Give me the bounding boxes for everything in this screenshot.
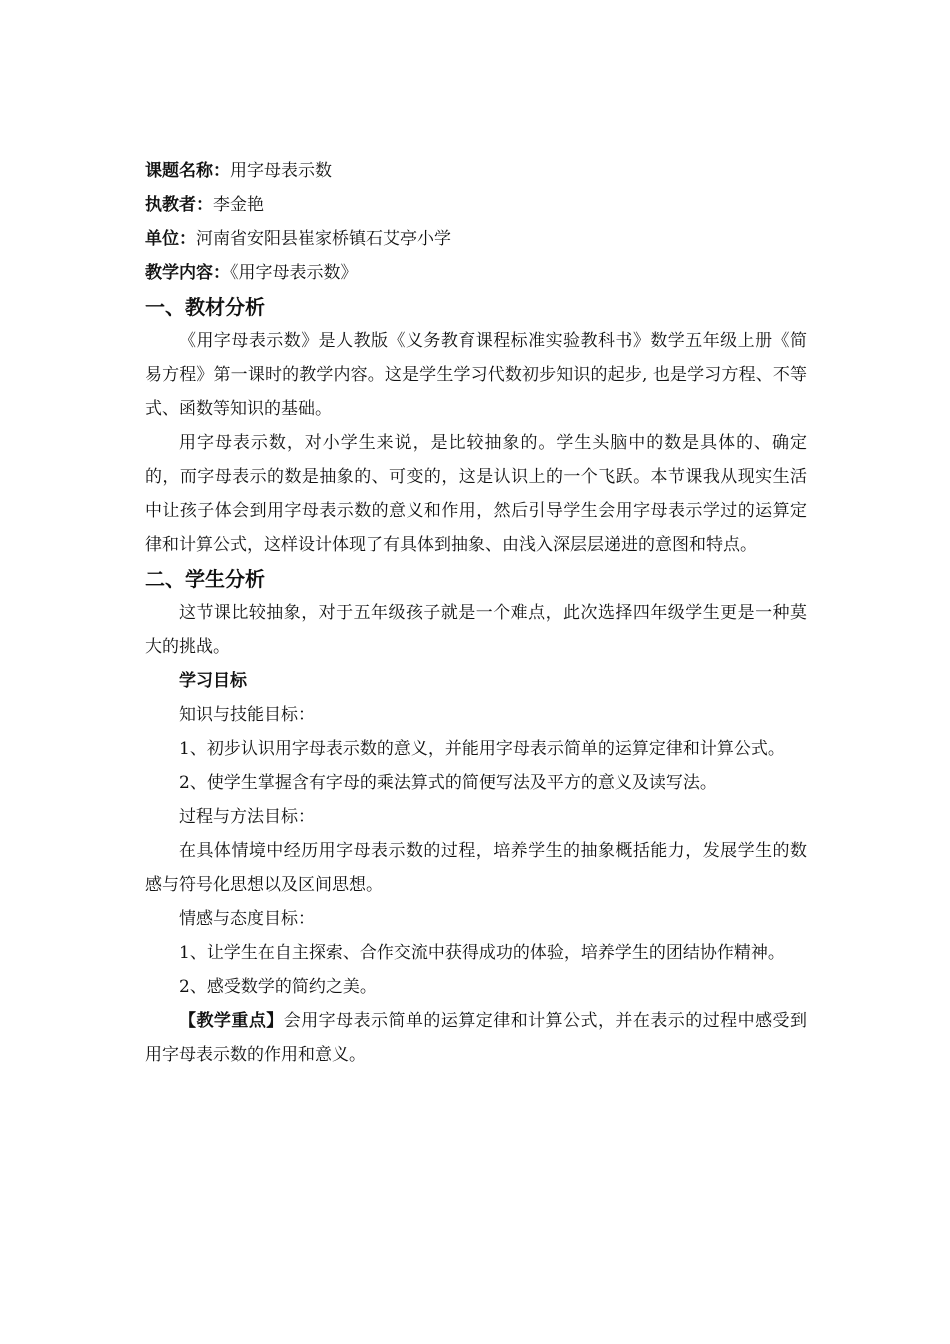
emotion-goal-2: 2、感受数学的简约之美。 <box>179 977 377 997</box>
knowledge-goal-2: 2、使学生掌握含有字母的乘法算式的简便写法及平方的意义及读写法。 <box>179 773 717 793</box>
learning-goals-heading: 学习目标 <box>179 671 247 691</box>
teacher-row <box>145 188 807 222</box>
emotion-goal-1: 1、让学生在自主探索、合作交流中获得成功的体验，培养学生的团结协作精神。 <box>179 943 785 963</box>
section-heading-textbook-analysis: 一、教材分析 <box>145 295 265 319</box>
emotion-goals-label: 情感与态度目标： <box>179 909 315 929</box>
content-label: 教学内容： <box>145 263 230 283</box>
unit-label: 单位： <box>145 229 196 249</box>
lesson-title-label: 课题名称： <box>145 161 230 181</box>
section-heading-student-analysis: 二、学生分析 <box>145 567 265 591</box>
student-analysis-paragraph: 这节课比较抽象，对于五年级孩子就是一个难点，此次选择四年级学生更是一种莫大的挑战。 <box>145 603 807 657</box>
content-row <box>145 256 807 290</box>
textbook-analysis-paragraph-2: 用字母表示数，对小学生来说，是比较抽象的。学生头脑中的数是具体的、确定的，而字母表示的数是抽象的、可变的，这是认识上的一个飞跃。本节课我从现实生活中让孩子体会到用字母表示数的意义和作用，然后引导学生会用字母表示学过的运算定律和计算公式，这样设计体现了有具体到抽象、由浅入深层层递进的意图和特点。 <box>145 433 807 555</box>
unit-value: 河南省安阳县崔家桥镇石艾亭小学 <box>196 229 451 249</box>
process-goals-label: 过程与方法目标： <box>179 807 315 827</box>
teacher-label: 执教者： <box>145 195 213 215</box>
unit-row <box>145 222 807 256</box>
lesson-title-value: 用字母表示数 <box>230 161 332 181</box>
key-point-paragraph <box>145 1004 807 1072</box>
document-page <box>145 154 807 1072</box>
process-goal-1: 在具体情境中经历用字母表示数的过程，培养学生的抽象概括能力，发展学生的数感与符号化思想以及区间思想。 <box>145 841 807 895</box>
content-value: 《用字母表示数》 <box>230 263 358 283</box>
key-point-text: 会用字母表示简单的运算定律和计算公式，并在表示的过程中感受到用字母表示数的作用和意义。 <box>145 1011 808 1065</box>
textbook-analysis-paragraph-1: 《用字母表示数》是人教版《义务教育课程标准实验教科书》数学五年级上册《简易方程》第一课时的教学内容。这是学生学习代数初步知识的起步, 也是学习方程、不等式、函数等知识的基础。 <box>145 331 807 419</box>
key-point-label: 【教学重点】 <box>179 1011 284 1031</box>
knowledge-goal-1: 1、初步认识用字母表示数的意义，并能用字母表示简单的运算定律和计算公式。 <box>179 739 785 759</box>
knowledge-goals-label: 知识与技能目标： <box>179 705 315 725</box>
lesson-title-row <box>145 154 807 188</box>
teacher-value: 李金艳 <box>213 195 264 215</box>
